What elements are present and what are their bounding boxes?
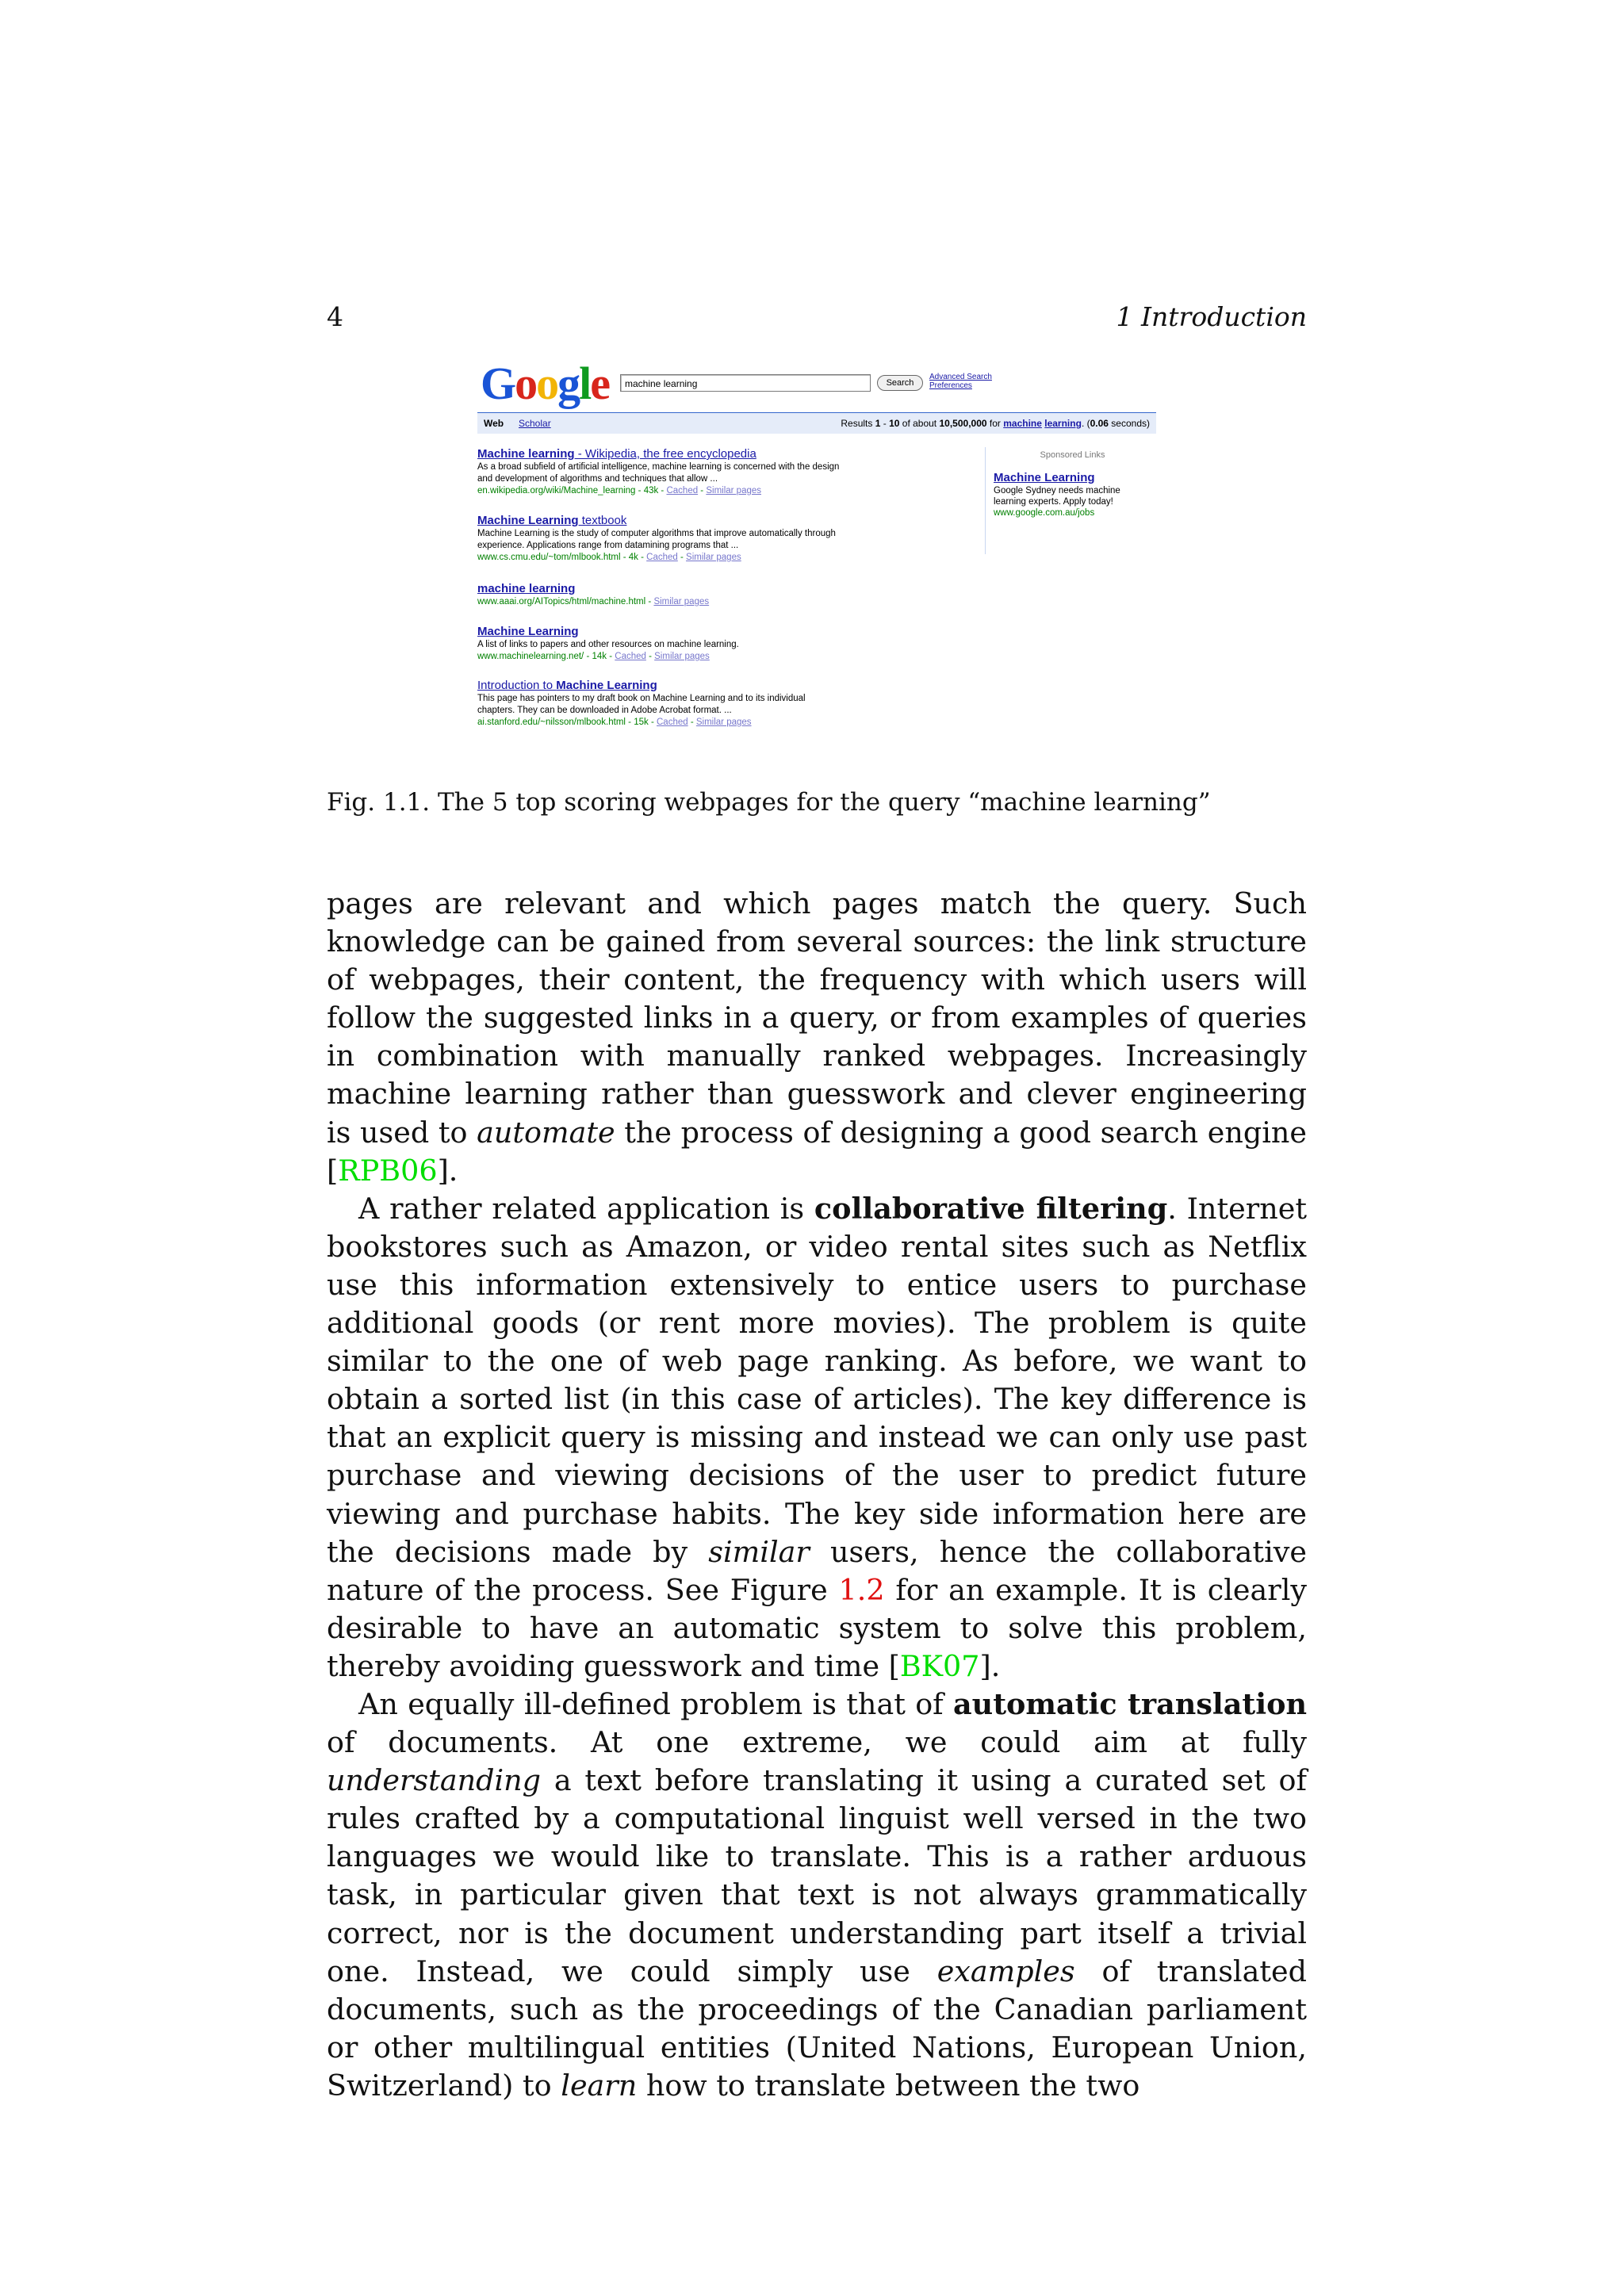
result-url-line: www.aaai.org/AITopics/html/machine.html - Similar pages [477, 597, 710, 607]
result-snippet-line: A list of links to papers and other resources on machine learning. [477, 640, 739, 649]
tab-scholar[interactable]: Scholar [519, 418, 551, 429]
emphasis: learn [561, 2068, 638, 2103]
result-size: 15k [634, 718, 649, 727]
stats-close: seconds) [1108, 418, 1150, 429]
preferences-link[interactable]: Preferences [929, 381, 972, 390]
figure-caption: Fig. 1.1. The 5 top scoring webpages for the query “machine learning” [327, 788, 1211, 817]
emphasis: examples [936, 1954, 1075, 1988]
result-title-bold: Machine Learning [477, 625, 579, 638]
sponsored-title-link[interactable]: Machine Learning [994, 471, 1095, 484]
logo-letter: l [579, 358, 591, 409]
paragraph [327, 1686, 1307, 2105]
result-title-bold: Machine Learning [556, 679, 657, 692]
google-logo [481, 357, 609, 410]
result-url-line: www.cs.cmu.edu/~tom/mlbook.html - 4k - Cached - Similar pages [477, 553, 741, 562]
stats-term-2[interactable]: learning [1044, 418, 1082, 429]
text-run: . Internet bookstores such as Amazon, or video rental sites such as Netflix use this information extensively to entice users to purchase additional goods (or rent more movies). The problem is quite similar to the one of web page ranking. As before, we want to obtain a sorted list (in this case of articles). The key difference is that an explicit query is missing and instead we can only use past purchase and viewing decisions of the user to predict future viewing and purchase habits. The key side information here are the decisions made by [327, 1191, 1307, 1569]
text-run: for an example. It is clearly desirable to have an automatic system to solve this problem, thereby avoiding guesswork and time [ [327, 1572, 1307, 1683]
results-stats [841, 413, 1150, 434]
text-run: users, hence the collaborative nature of the process. See Figure [327, 1534, 1307, 1607]
body-text [327, 885, 1307, 2105]
logo-letter: e [590, 358, 609, 409]
sponsored-text-line: Google Sydney needs machine [994, 486, 1120, 496]
text-run: ]. [979, 1648, 1001, 1683]
result-url: en.wikipedia.org/wiki/Machine_learning [477, 486, 636, 496]
emphasis: similar [708, 1534, 810, 1569]
results-tab-bar [477, 412, 1156, 434]
emphasis: understanding [327, 1763, 542, 1798]
result-title-link[interactable] [477, 514, 836, 528]
stats-to: 10 [889, 418, 900, 429]
logo-letter: g [557, 358, 580, 409]
result-title-link[interactable] [477, 625, 739, 639]
result-url: www.cs.cmu.edu/~tom/mlbook.html [477, 553, 621, 562]
result-url: www.aaai.org/AITopics/html/machine.html [477, 597, 646, 607]
search-input[interactable]: machine learning [620, 374, 871, 392]
result-url-line: ai.stanford.edu/~nilsson/mlbook.html - 15k - Cached - Similar pages [477, 718, 752, 727]
sponsored-heading: Sponsored Links [1040, 450, 1105, 460]
similar-pages-link[interactable]: Similar pages [686, 553, 741, 562]
result-snippet-line: Machine Learning is the study of computer algorithms that improve automatically through [477, 529, 836, 538]
cached-link[interactable]: Cached [615, 652, 646, 661]
result-title-bold: machine learning [477, 582, 576, 595]
text-run: of translated documents, such as the proceedings of the Canadian parliament or other multilingual entities (United Nations, European Union, Switzerland) to [327, 1954, 1307, 2103]
result-snippet-line: As a broad subfield of artificial intelligence, machine learning is concerned with the design [477, 462, 840, 472]
result-title-link[interactable] [477, 679, 806, 693]
cached-link[interactable]: Cached [657, 718, 688, 727]
tab-web[interactable]: Web [484, 418, 504, 429]
text-run: the process of designing a good search engine [ [327, 1115, 1307, 1188]
stats-from: 1 [875, 418, 881, 429]
result-size: 14k [592, 652, 607, 661]
stats-seconds: 0.06 [1090, 418, 1109, 429]
running-head: 1 Introduction [1116, 301, 1307, 332]
bold-term: automatic translation [953, 1686, 1307, 1721]
logo-letter: G [481, 358, 515, 409]
google-results-figure [477, 354, 1158, 733]
stats-open: . ( [1081, 418, 1090, 429]
similar-pages-link[interactable]: Similar pages [653, 597, 710, 607]
text-run: ]. [437, 1153, 458, 1188]
bold-term: collaborative filtering [814, 1191, 1168, 1226]
search-button[interactable]: Search [877, 375, 923, 391]
stats-total: 10,500,000 [939, 418, 987, 429]
advanced-links [929, 373, 992, 390]
cached-link[interactable]: Cached [646, 553, 678, 562]
stats-dash: - [880, 418, 890, 429]
page-number: 4 [327, 301, 343, 332]
text-run: of documents. At one extreme, we could aim at fully [327, 1725, 1307, 1760]
cached-link[interactable]: Cached [666, 486, 699, 496]
result-title-link[interactable] [477, 582, 709, 596]
emphasis: automate [477, 1115, 615, 1150]
result-item [477, 679, 806, 729]
text-run: A rather related application is [358, 1191, 814, 1226]
similar-pages-link[interactable]: Similar pages [654, 652, 710, 661]
sponsored-links-panel [985, 447, 1151, 554]
result-item [477, 514, 836, 564]
result-snippet-line: This page has pointers to my draft book on Machine Learning and to its individual [477, 694, 806, 703]
result-item [477, 582, 709, 608]
paragraph [327, 885, 1307, 1190]
result-title-rest: textbook [578, 514, 627, 527]
result-url: ai.stanford.edu/~nilsson/mlbook.html [477, 718, 626, 727]
result-snippet-line: and development of algorithms and techniques that allow ... [477, 474, 718, 484]
text-run: a text before translating it using a curated set of rules crafted by a computational linguist well versed in the two languages we would like to translate. This is a rather arduous task, in particular given that text is not always grammatically correct, nor is the document understanding part itself a trivial one. Instead, we could simply use [327, 1763, 1307, 1988]
logo-letter: o [515, 358, 537, 409]
result-item [477, 625, 739, 663]
result-size: 43k [643, 486, 659, 496]
logo-letter: o [536, 358, 558, 409]
result-snippet-line: experience. Applications range from datamining programs that ... [477, 541, 739, 550]
advanced-search-link[interactable]: Advanced Search [929, 373, 992, 381]
result-title-bold: Machine learning [477, 447, 575, 461]
result-size: 4k [628, 553, 638, 562]
sponsored-text-line: learning experts. Apply today! [994, 497, 1113, 507]
result-title-pre: Introduction to [477, 679, 557, 692]
result-url: www.machinelearning.net/ [477, 652, 584, 661]
text-run: pages are relevant and which pages match the query. Such knowledge can be gained from several sources: the link structure of webpages, their content, the frequency with which users will follow the suggested links in a query, or from examples of queries in combination with manually ranked webpages. Increasingly machine learning rather than guesswork and clever engineering is used to [327, 886, 1307, 1150]
page-header [327, 301, 1307, 336]
result-title-bold: Machine Learning [477, 514, 579, 527]
similar-pages-link[interactable]: Similar pages [695, 718, 752, 727]
paragraph [327, 1190, 1307, 1686]
text-run: An equally ill-defined problem is that of [358, 1686, 953, 1721]
stats-term-1[interactable]: machine [1003, 418, 1042, 429]
text-run: how to translate between the two [637, 2068, 1140, 2103]
figure-reference-link[interactable]: 1.2 [838, 1572, 885, 1607]
result-url-line: en.wikipedia.org/wiki/Machine_learning - 43k - Cached - Similar pages [477, 486, 762, 496]
stats-for: for [986, 418, 1004, 429]
result-title-link[interactable] [477, 447, 839, 461]
result-url-line: www.machinelearning.net/ - 14k - Cached - Similar pages [477, 652, 710, 661]
stats-of-about: of about [899, 418, 940, 429]
result-item [477, 447, 839, 497]
citation-link[interactable]: BK07 [899, 1648, 980, 1683]
citation-link[interactable]: RPB06 [338, 1153, 438, 1188]
sponsored-url: www.google.com.au/jobs [994, 508, 1095, 518]
stats-prefix: Results [841, 418, 875, 429]
result-snippet-line: chapters. They can be downloaded in Adobe Acrobat format. ... [477, 706, 732, 715]
similar-pages-link[interactable]: Similar pages [706, 486, 762, 496]
result-title-rest: - Wikipedia, the free encyclopedia [574, 447, 756, 461]
